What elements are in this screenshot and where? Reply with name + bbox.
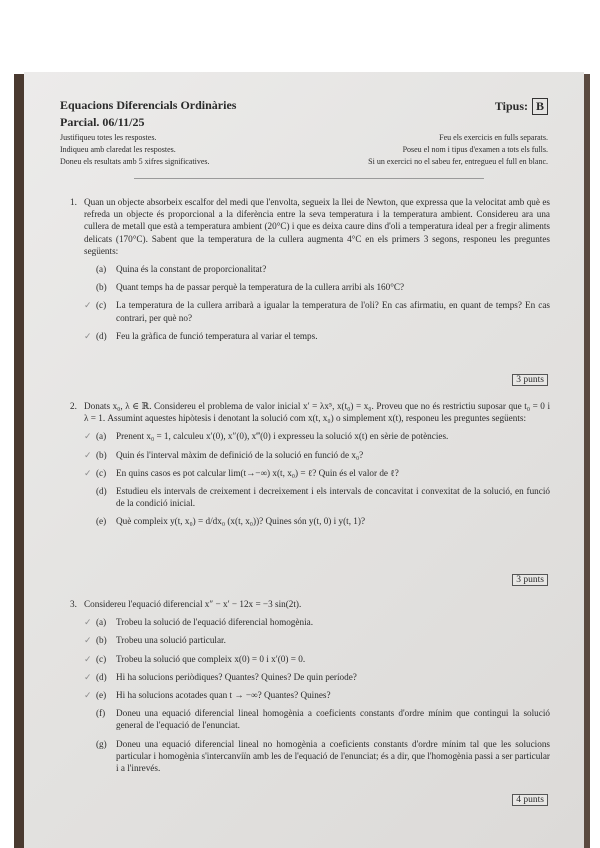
question-label: (d) [96,330,107,341]
instruction-right: Feu els exercicis en fulls separats. [439,133,548,142]
question-label: (c) [96,653,107,664]
question-label: (b) [96,635,107,646]
question-label: (e) [96,516,107,527]
question-label: (b) [96,449,107,460]
question-text: Quin és l'interval màxim de definició de la solució en funció de x₀? [116,449,364,460]
question-text: Feu la gràfica de funció temperatura al variar el temps. [116,330,318,341]
question-label: (f) [96,708,106,719]
question-text: La temperatura de la cullera arribarà a igualar la temperatura de l'oli? En cas afirmatiu, en quant de temps? En cas contrari, per què no? [116,300,550,323]
points-badge: 4 punts [512,794,548,806]
problem-statement: Quan un objecte absorbeix escalfor del medi que l'envolta, segueix la llei de Newton, que expressa que la velocitat amb què es refreda un objecte és proporcional a la diferència entre la seva temperatura i la temperatura ambient. Considereu ara una cullera de metall que està a temperatura ambient (20°C) i que es deixa caure dins d'oli a temperatura ideal per a fregir aliments delicats (170°C). Sabent que la temperatura de la cullera augmenta 4°C en els primers 3 segons, responeu les preguntes següents: [84,197,550,256]
check-mark-icon: ✓ [84,671,92,682]
exam-type [495,98,548,115]
question-item [84,616,550,628]
question-text: Trobeu la solució que compleix x(0) = 0 i x′(0) = 0. [116,653,306,664]
question-item [84,449,550,461]
question-text: Trobeu una solució particular. [116,635,226,646]
question-label: (a) [96,431,107,442]
check-mark-icon: ✓ [84,449,92,460]
question-item [96,515,550,527]
question-item [96,738,550,775]
problem-number: 1. [70,197,77,207]
question-item [84,299,550,323]
photo-edge-left [14,74,24,848]
problem-number: 3. [70,599,77,609]
points-badge: 3 punts [512,374,548,386]
question-text: Trobeu la solució de l'equació diferencial homogènia. [116,617,314,628]
exam-title: Equacions Diferencials Ordinàries [60,98,237,112]
check-mark-icon: ✓ [84,330,92,341]
check-mark-icon: ✓ [84,617,92,628]
question-text: Estudieu els intervals de creixement i decreixement i els intervals de concavitat i convexitat de la solució, en funció de la condició inicial. [116,486,550,509]
problem-3 [70,598,550,774]
question-label: (d) [96,486,107,497]
exam-date: Parcial. 06/11/25 [60,115,145,129]
question-item [84,671,550,683]
question-item [84,634,550,646]
question-item [96,707,550,731]
question-item [84,467,550,479]
question-text: En quins casos es pot calcular lim(t→−∞) x(t, x₀) = ℓ? Quin és el valor de ℓ? [116,467,399,478]
instruction-row [60,132,548,144]
instruction-right: Poseu el nom i tipus d'examen a tots els fulls. [402,145,548,154]
problem-statement: Donats x₀, λ ∈ ℝ. Considereu el problema de valor inicial x′ = λx⁵, x(t₀) = x₀. Proveu que no és restrictiu suposar que t₀ = 0 i λ = 1. Assumint aquestes hipòtesis i denotant la solució com x(t, x₀) o simplement x(t), responeu les preguntes següents: [84,401,550,424]
divider [134,178,484,179]
question-text: Doneu una equació diferencial lineal homogènia a coeficients constants d'ordre mínim que contingui la solució general de l'equació de l'enunciat. [116,708,550,731]
question-item [84,653,550,665]
question-item [84,430,550,442]
question-item [96,281,550,293]
check-mark-icon: ✓ [84,431,92,442]
exam-header [60,98,548,130]
points-badge: 3 punts [512,574,548,586]
question-label: (g) [96,738,107,749]
question-label: (d) [96,671,107,682]
problem-1 [70,196,550,342]
exam-type-label: Tipus: [494,99,528,113]
check-mark-icon: ✓ [84,467,92,478]
instruction-row [60,144,548,156]
instruction-left: Doneu els resultats amb 5 xifres significatives. [60,157,210,166]
question-text: Hi ha solucions acotades quan t → −∞? Quantes? Quines? [116,690,331,701]
problem-statement: Considereu l'equació diferencial x″ − x′ − 12x = −3 sin(2t). [84,599,302,609]
check-mark-icon: ✓ [84,635,92,646]
question-item [96,263,550,275]
question-label: (c) [96,300,107,311]
question-label: (a) [96,617,107,628]
question-label: (b) [96,282,107,293]
instruction-row [60,156,548,168]
question-text: Què compleix y(t, x₀) = d/dx₀ (x(t, x₀))? Quines són y(t, 0) i y(t, 1)? [116,516,366,527]
check-mark-icon: ✓ [84,300,92,311]
question-item [84,689,550,701]
question-label: (a) [96,264,107,275]
problem-2 [70,400,550,528]
instruction-left: Indiqueu amb claredat les respostes. [60,145,176,154]
check-mark-icon: ✓ [84,690,92,701]
photo-edge-right [584,74,590,848]
question-item [84,330,550,342]
question-label: (c) [96,467,107,478]
question-item [96,485,550,509]
question-text: Quant temps ha de passar perquè la temperatura de la cullera arribi als 160°C? [116,282,405,293]
check-mark-icon: ✓ [84,653,92,664]
question-text: Doneu una equació diferencial lineal no homogènia a coeficients constants d'ordre mínim tal que les solucions particular i homogènia s'intercanviïn amb les de l'equació de l'enunciat; és a dir, que l'homogènia passi a ser particular i a l'inrevés. [116,738,550,774]
question-text: Quina és la constant de proporcionalitat? [116,264,267,275]
instruction-left: Justifiqueu totes les respostes. [60,133,157,142]
exam-type-value: B [532,98,548,115]
exam-sheet [24,72,584,848]
question-text: Hi ha solucions periòdiques? Quantes? Quines? De quin període? [116,671,357,682]
problem-number: 2. [70,401,77,411]
instructions [60,132,548,168]
question-label: (e) [96,690,107,701]
instruction-right: Si un exercici no el sabeu fer, entregueu el full en blanc. [368,157,548,166]
question-text: Prenent x₀ = 1, calculeu x′(0), x″(0), x‴(0) i expresseu la solució x(t) en sèrie de potències. [116,431,449,442]
